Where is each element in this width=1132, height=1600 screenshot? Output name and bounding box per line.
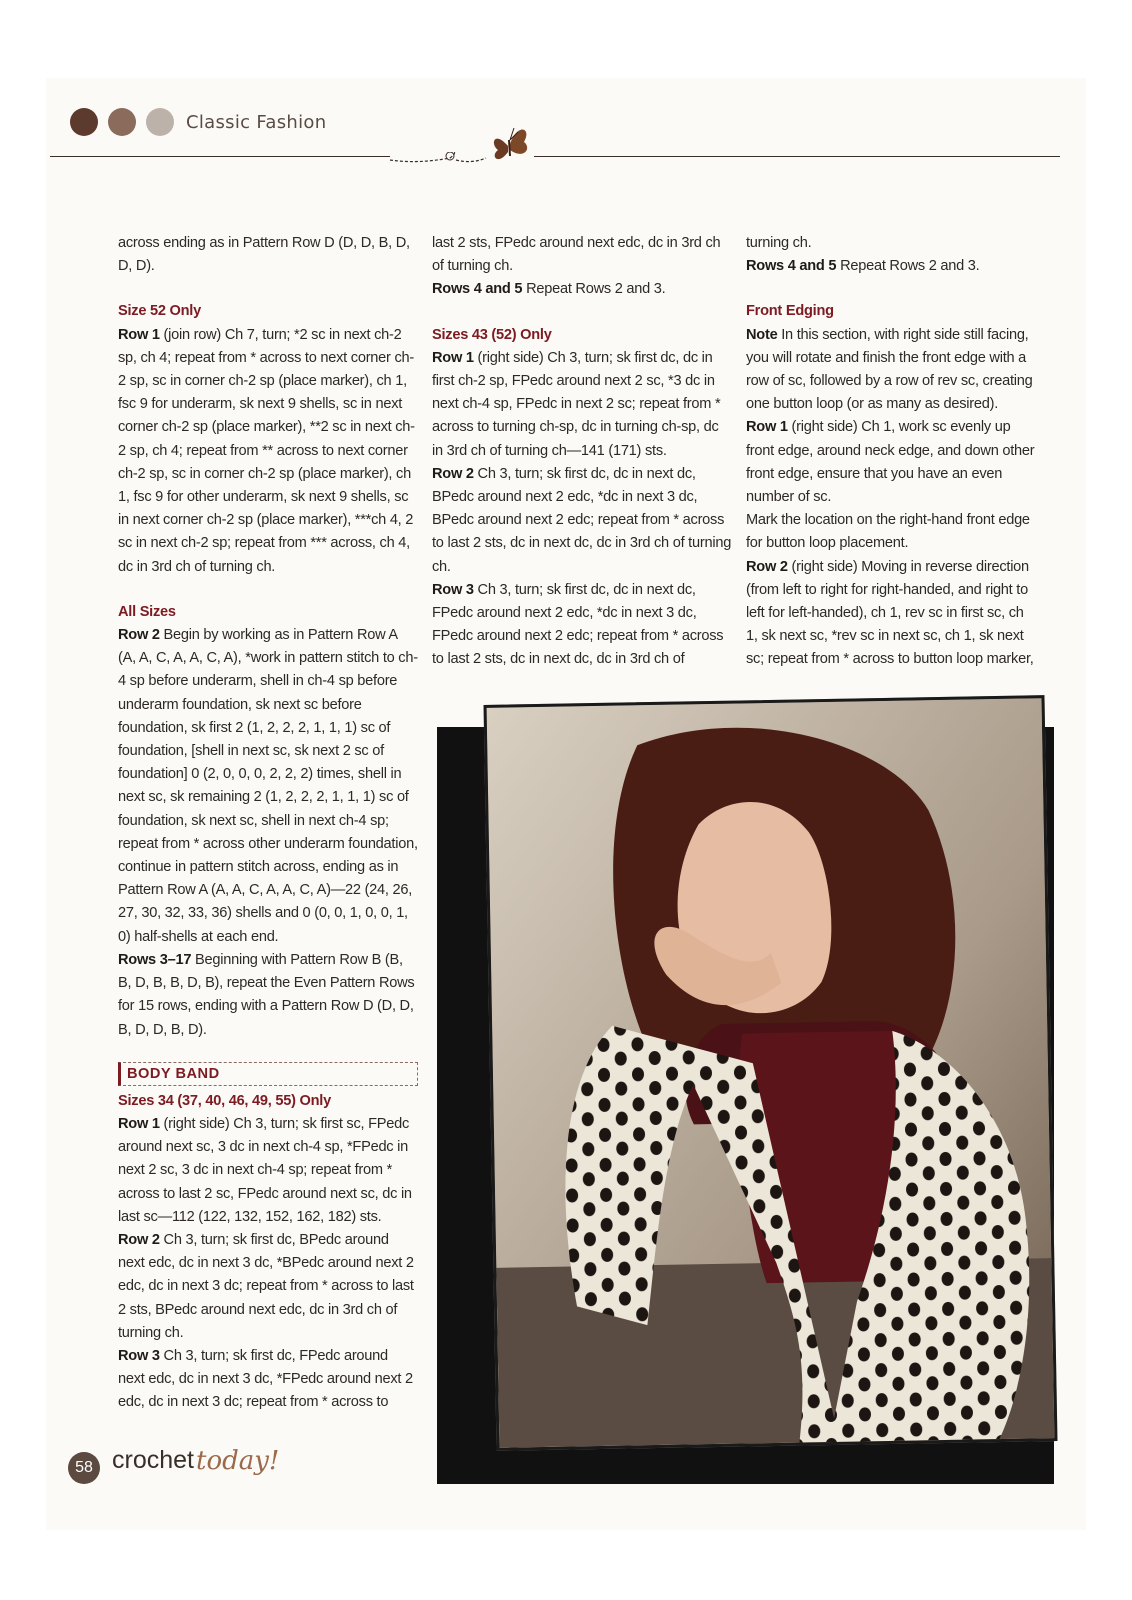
row-label: Rows 4 and 5 [746,258,837,275]
paragraph [432,463,732,579]
paragraph [746,255,1038,278]
header-dot-3 [146,108,174,136]
row-label: Row 2 [118,627,160,644]
paragraph [118,949,418,1042]
paragraph: across ending as in Pattern Row D (D, D, B, D, D, D). [118,235,410,275]
header-rule-flourish [388,152,488,166]
paragraph: last 2 sts, FPedc around next edc, dc in 3rd ch of turning ch. [432,235,721,275]
paragraph [432,324,732,463]
paragraph: Mark the location on the right-hand front edge for button loop placement. [746,512,1030,552]
paragraph [746,300,1038,416]
row-label: Row 2 [432,465,474,482]
row-text: Repeat Rows 2 and 3. [522,281,666,298]
row-text: Repeat Rows 2 and 3. [836,258,980,275]
row-text: Ch 3, turn; sk first dc, dc in next dc, FPedc around next 2 edc, *dc in next 3 dc, FPedc around next 2 edc; repeat from * across to last 2 sts, dc in next dc, dc in 3rd ch of [432,581,724,668]
page-number: 58 [68,1452,100,1484]
header-dots [70,108,174,136]
header-rule-left [50,156,390,157]
subheading: Size 52 Only [118,303,201,320]
model-photo-illustration [487,698,1055,1448]
header-dot-1 [70,108,98,136]
row-text: (right side) Ch 3, turn; sk first sc, FPedc around next sc, 3 dc in next ch-4 sp, *FPedc in next 2 sc, 3 dc in next ch-4 sp; repeat from * across to last 2 sc, FPedc around next sc, dc in last sc—112 (122, 132, 152, 162, 182) sts. [118,1115,412,1225]
note-label: Note [746,326,778,343]
row-text: Beginning with Pattern Row B (B, B, D, B, B, D, B), repeat the Even Pattern Rows for 15 rows, ending with a Pattern Row D (D, D, B, D, D, B, D). [118,951,415,1038]
subheading: All Sizes [118,603,176,620]
paragraph [432,579,732,672]
row-label: Row 3 [432,581,474,598]
row-label: Row 1 [746,419,788,436]
paragraph [118,1090,418,1229]
text-column-2 [432,232,732,672]
row-text: Ch 3, turn; sk first dc, BPedc around next edc, dc in next 3 dc, *BPedc around next 2 edc, dc in next 3 dc; repeat from * across to last 2 sts, BPedc around next edc, dc in 3rd ch of turning ch. [118,1231,414,1341]
magazine-name: crochet [112,1446,194,1474]
row-text: (right side) Ch 3, turn; sk first dc, dc in first ch-2 sp, FPedc around next 2 sc, *3 dc in next ch-4 sp, FPedc in next 2 sc; repeat from * across to turning ch-sp, dc in turning ch-sp, dc in 3rd ch of turning ch—141 (171) sts. [432,349,721,459]
row-text: Ch 3, turn; sk first dc, dc in next dc, BPedc around next 2 edc, *dc in next 3 dc, BPedc around next 2 edc; repeat from * across to last 2 sts, dc in next dc, dc in 3rd ch of turning ch. [432,465,732,575]
paragraph [118,1229,418,1345]
paragraph [432,278,732,301]
row-label: Row 1 [118,1115,160,1132]
section-title: Classic Fashion [186,112,327,133]
row-label: Row 3 [118,1347,160,1364]
butterfly-icon [488,120,532,168]
paragraph [746,556,1038,672]
subheading: Sizes 43 (52) Only [432,326,552,343]
paragraph [118,601,418,949]
text-column-1 [118,232,418,1415]
body-band-heading: BODY BAND [118,1062,418,1086]
magazine-name-accent: today! [196,1446,280,1476]
row-label: Row 2 [746,558,788,575]
subheading: Sizes 34 (37, 40, 46, 49, 55) Only [118,1092,331,1109]
paragraph [746,416,1038,509]
row-text: Begin by working as in Pattern Row A (A, A, C, A, A, C, A), *work in pattern stitch to ch-4 sp before underarm, shell in ch-4 sp before underarm foundation, sk next sc before foundation, sk first 2 (1, 2, 2, 2, 1, 1, 1) sc of foundation, [shell in next sc, sk next 2 sc of foundation] 0 (2, 0, 0, 0, 2, 2, 2) times, shell in next sc, sk remaining 2 (1, 2, 2, 2, 1, 1, 1) sc of foundation, sk next sc, shell in next ch-4 sp; repeat from * across other underarm foundation, continue in pattern stitch across, ending as in Pattern Row A (A, A, C, A, A, C, A)—22 (24, 26, 27, 30, 32, 33, 36) shells and 0 (0, 0, 1, 0, 0, 1, 0) half-shells at each end. [118,627,418,945]
row-text: Ch 3, turn; sk first dc, FPedc around next edc, dc in next 3 dc, *FPedc around next 2 edc, dc in next 3 dc; repeat from * across to [118,1347,413,1411]
header-rule-right [534,156,1060,157]
row-label: Row 1 [432,349,474,366]
row-text: (right side) Moving in reverse direction (from left to right for right-handed, and right to left for left-handed), ch 1, rev sc in first sc, ch 1, sk next sc, *rev sc in next sc, ch 1, sk next sc; repeat from * across to button loop marker, [746,558,1034,668]
paragraph [118,300,418,578]
text-column-3 [746,232,1038,672]
row-label: Rows 4 and 5 [432,281,523,298]
model-photo [484,695,1058,1451]
header-dot-2 [108,108,136,136]
row-label: Rows 3–17 [118,951,192,968]
note-text: In this section, with right side still facing, you will rotate and finish the front edge with a row of sc, followed by a row of rev sc, creating one button loop (or as many as desired). [746,326,1033,413]
row-label: Row 1 [118,326,160,343]
row-text: (right side) Ch 1, work sc evenly up front edge, around neck edge, and down other front edge, ensure that you have an even number of sc. [746,419,1035,506]
paragraph [118,1345,418,1415]
row-label: Row 2 [118,1231,160,1248]
subheading: Front Edging [746,303,834,320]
paragraph: turning ch. [746,235,812,251]
row-text: (join row) Ch 7, turn; *2 sc in next ch-2 sp, ch 4; repeat from * across to next corner ch-2 sp, sc in corner ch-2 sp (place marker), ch 1, fsc 9 for underarm, sk next 9 shells, sc in next corner ch-2 sp (place marker), **2 sc in next ch-2 sp, ch 4; repeat from ** across to next corner ch-2 sp, sc in corner ch-2 sp (place marker), ch 1, fsc 9 for other underarm, sk next 9 shells, sc in next corner ch-2 sp (place marker), ***ch 4, 2 sc in next ch-2 sp; repeat from *** across, ch 4, dc in 3rd ch of turning ch. [118,326,415,575]
